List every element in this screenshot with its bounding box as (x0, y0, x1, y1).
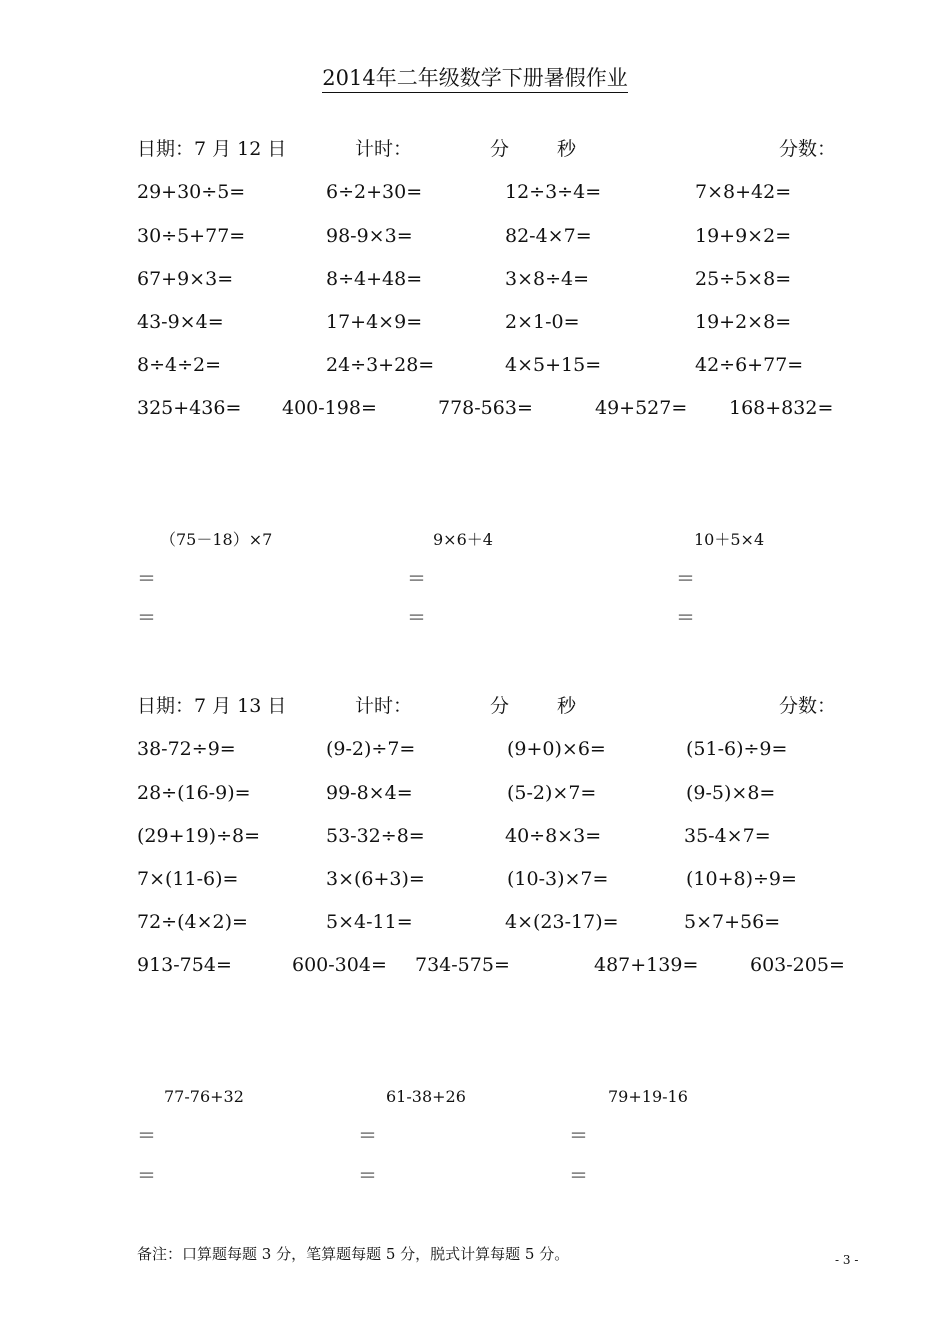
written-problem: 734-575= (415, 954, 510, 976)
mental-problem: 6÷2+30= (326, 181, 423, 203)
equals-sign: ＝ (137, 607, 157, 629)
equals-sign: ＝ (676, 568, 696, 590)
stepwise-problem: 61-38+26 (386, 1087, 466, 1106)
mental-problem: (9+0)×6= (507, 738, 606, 760)
mental-problem: 24÷3+28= (326, 354, 435, 376)
score-label: 分数： (779, 138, 837, 160)
mental-problem: 43-9×4= (137, 311, 224, 333)
mental-problem: (9-5)×8= (686, 782, 776, 804)
mental-problem: 8÷4÷2= (137, 354, 222, 376)
mental-problem: 82-4×7= (505, 225, 592, 247)
score-label: 分数： (779, 695, 837, 717)
stepwise-problem: 77-76+32 (164, 1087, 244, 1106)
mental-problem: 28÷(16-9)= (137, 782, 251, 804)
mental-problem: (10-3)×7= (507, 868, 609, 890)
equals-sign: ＝ (137, 568, 157, 590)
written-problem: 49+527= (595, 397, 688, 419)
mental-problem: 40÷8×3= (505, 825, 602, 847)
written-problem: 487+139= (594, 954, 699, 976)
mental-problem: 5×7+56= (684, 911, 781, 933)
written-problem: 600-304= (292, 954, 387, 976)
timer-label: 计时： (355, 695, 413, 717)
written-problem: 603-205= (750, 954, 845, 976)
mental-problem: 17+4×9= (326, 311, 423, 333)
mental-problem: 7×8+42= (695, 181, 792, 203)
mental-problem: 67+9×3= (137, 268, 234, 290)
written-problem: 778-563= (438, 397, 533, 419)
mental-problem: 38-72÷9= (137, 738, 236, 760)
footnote: 备注：口算题每题 3 分，笔算题每题 5 分，脱式计算每题 5 分。 (137, 1245, 570, 1263)
seconds-label: 秒 (557, 695, 577, 717)
mental-problem: 8÷4+48= (326, 268, 423, 290)
mental-problem: 35-4×7= (684, 825, 771, 847)
page-title (0, 64, 950, 92)
date-label: 日期：7 月 13 日 (137, 695, 287, 717)
written-problem: 168+832= (729, 397, 834, 419)
mental-problem: (5-2)×7= (507, 782, 597, 804)
mental-problem: 5×4-11= (326, 911, 413, 933)
stepwise-problem: 10＋5×4 (694, 530, 765, 549)
mental-problem: 29+30÷5= (137, 181, 246, 203)
written-problem: 325+436= (137, 397, 242, 419)
mental-problem: (10+8)÷9= (686, 868, 797, 890)
stepwise-problem: 9×6＋4 (433, 530, 493, 549)
minutes-label: 分 (490, 695, 510, 717)
stepwise-problem: （75－18）×7 (160, 530, 273, 549)
mental-problem: 30÷5+77= (137, 225, 246, 247)
mental-problem: 12÷3÷4= (505, 181, 602, 203)
timer-label: 计时： (355, 138, 413, 160)
page-number: - 3 - (835, 1253, 859, 1267)
mental-problem: (29+19)÷8= (137, 825, 261, 847)
mental-problem: 98-9×3= (326, 225, 413, 247)
equals-sign: ＝ (358, 1165, 378, 1187)
written-problem: 400-198= (282, 397, 377, 419)
equals-sign: ＝ (569, 1125, 589, 1147)
mental-problem: 72÷(4×2)= (137, 911, 248, 933)
mental-problem: 25÷5×8= (695, 268, 792, 290)
mental-problem: 3×(6+3)= (326, 868, 425, 890)
mental-problem: (51-6)÷9= (686, 738, 788, 760)
mental-problem: 3×8÷4= (505, 268, 590, 290)
mental-problem: 2×1-0= (505, 311, 580, 333)
equals-sign: ＝ (137, 1125, 157, 1147)
equals-sign: ＝ (358, 1125, 378, 1147)
equals-sign: ＝ (676, 607, 696, 629)
mental-problem: (9-2)÷7= (326, 738, 416, 760)
equals-sign: ＝ (407, 568, 427, 590)
minutes-label: 分 (490, 138, 510, 160)
page-title-text: 2014年二年级数学下册暑假作业 (322, 66, 627, 93)
seconds-label: 秒 (557, 138, 577, 160)
equals-sign: ＝ (569, 1165, 589, 1187)
equals-sign: ＝ (407, 607, 427, 629)
mental-problem: 53-32÷8= (326, 825, 425, 847)
mental-problem: 7×(11-6)= (137, 868, 239, 890)
mental-problem: 42÷6+77= (695, 354, 804, 376)
mental-problem: 4×5+15= (505, 354, 602, 376)
mental-problem: 99-8×4= (326, 782, 413, 804)
mental-problem: 4×(23-17)= (505, 911, 619, 933)
written-problem: 913-754= (137, 954, 232, 976)
mental-problem: 19+9×2= (695, 225, 792, 247)
date-label: 日期：7 月 12 日 (137, 138, 287, 160)
equals-sign: ＝ (137, 1165, 157, 1187)
mental-problem: 19+2×8= (695, 311, 792, 333)
stepwise-problem: 79+19-16 (608, 1087, 688, 1106)
